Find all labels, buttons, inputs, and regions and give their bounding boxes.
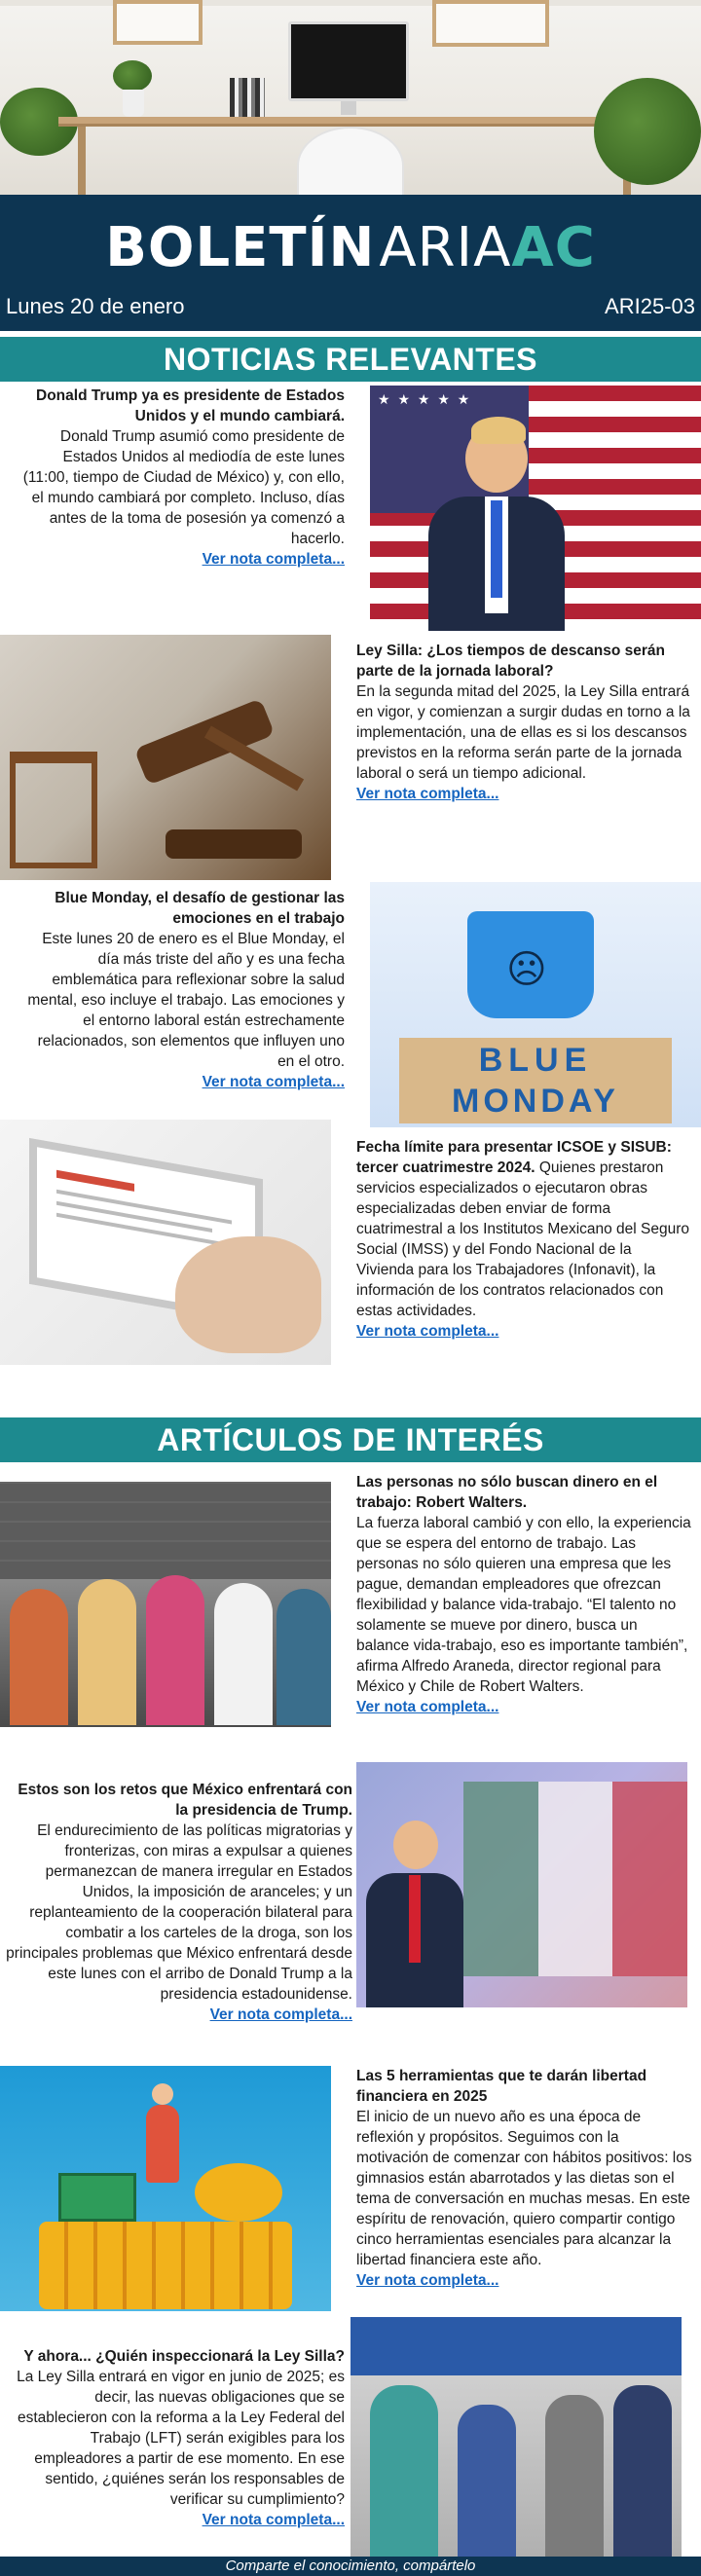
- section-title-articles: ARTÍCULOS DE INTERÉS: [0, 1417, 701, 1462]
- footer-tagline: Comparte el conocimiento, compártelo: [0, 2557, 701, 2576]
- news-item-4-text: [356, 1137, 693, 1342]
- article-image-store: [350, 2317, 682, 2557]
- article-body: La Ley Silla entrará en vigor en junio de 2025; es decir, las nuevas obligaciones que se establecieron con la reforma a la Ley Federal del Trabajo (LFT) serán exigibles para los empleadores a partir de ese momento. En ese sentido, ¿quiénes serán los responsables de verificar su cumplimiento?: [17, 2369, 345, 2508]
- pot: [123, 90, 144, 117]
- article-image-trump-mexico: [356, 1762, 687, 2007]
- article-body: La fuerza laboral cambió y con ello, la experiencia que se espera del entorno de trabajo. Las personas no sólo quieren una empresa que les pague, demandan empleadores que ofrezcan flexibilidad y balance vida-trabajo. “El talento no solamente se mueve por dinero, busca un balance vida-trabajo, eso es importante también”, afirma Alfredo Araneda, director regional para México y Chile de Robert Walters.: [356, 1515, 691, 1695]
- desk-leg: [78, 127, 86, 195]
- article-image-finance: [0, 2066, 331, 2311]
- news-image-laptop: [0, 1120, 331, 1365]
- header-banner: [0, 195, 701, 331]
- wall-line: [0, 0, 701, 6]
- news-body: Este lunes 20 de enero es el Blue Monday, el día más triste del año y es una fecha emblemática para reflexionar sobre la salud mental, eso incluye el trabajo. Las emociones y el entorno laboral están estrechamente relacionados, son elementos que influyen uno en el otro.: [27, 931, 345, 1070]
- news-headline: Fecha límite para presentar ICSOE y SISUB: tercer cuatrimestre 2024.: [356, 1139, 672, 1176]
- article-item-3-text: [356, 2066, 693, 2291]
- issue-number: ARI25-03: [605, 294, 695, 318]
- news-link[interactable]: Ver nota completa...: [202, 1074, 345, 1090]
- news-link[interactable]: Ver nota completa...: [202, 551, 345, 568]
- news-image-blue-monday: [370, 882, 701, 1127]
- article-headline: Las personas no sólo buscan dinero en el trabajo: Robert Walters.: [356, 1474, 658, 1511]
- section-title-news: NOTICIAS RELEVANTES: [0, 337, 701, 382]
- news-headline: Ley Silla: ¿Los tiempos de descanso serán parte de la jornada laboral?: [356, 643, 665, 680]
- news-image-trump: [370, 386, 701, 631]
- news-link[interactable]: Ver nota completa...: [356, 786, 499, 802]
- article-link[interactable]: Ver nota completa...: [209, 2006, 352, 2023]
- small-plant: [113, 60, 152, 92]
- article-headline: Estos son los retos que México enfrentará con la presidencia de Trump.: [18, 1782, 352, 1819]
- issue-date: Lunes 20 de enero: [6, 294, 185, 318]
- hand: [175, 1236, 321, 1353]
- article-image-people: [0, 1482, 331, 1727]
- books: [230, 78, 265, 117]
- news-body: Quienes prestaron servicios especializados o ejecutaron obras especializadas deben enviar de forma cuatrimestral a los Institutos Mexicano del Seguro Social (IMSS) y del Fondo Nacional de la Vivienda para los Trabajadores (Infonavit), la información de los contratos relacionados con estas actividades.: [356, 1159, 690, 1319]
- brand-boletin: BOLETÍN: [105, 216, 376, 279]
- brand-ac: AC: [511, 216, 596, 279]
- blue-monday-blocks: BLUE MONDAY: [399, 1038, 672, 1123]
- article-item-1-text: [356, 1472, 693, 1717]
- article-body: El inicio de un nuevo año es una época de reflexión y propósitos. Seguimos con la motivación de comenzar con hábitos positivos: los gimnasios están abarrotados y las dietas son el tema de conversación en muchas mesas. En este espíritu de renovación, quiero compartir contigo cinco herramientas esenciales para alcanzar la libertad financiera este año.: [356, 2109, 692, 2268]
- news-image-gavel: [0, 635, 331, 880]
- hero-image: [0, 0, 701, 195]
- desk: [58, 117, 652, 127]
- computer-monitor: [288, 21, 409, 101]
- person-figure: [428, 424, 565, 631]
- brand-logo: [0, 216, 701, 279]
- news-headline: Donald Trump ya es presidente de Estados Unidos y el mundo cambiará.: [36, 387, 345, 424]
- monitor-stand: [341, 101, 356, 115]
- article-headline: Y ahora... ¿Quién inspeccionará la Ley Silla?: [23, 2348, 345, 2365]
- wall-frame: [113, 0, 203, 45]
- article-link[interactable]: Ver nota completa...: [202, 2512, 345, 2528]
- news-body: En la segunda mitad del 2025, la Ley Silla entrará en vigor, y comienzan a surgir dudas en torno a la implementación, una de ellas es si los descansos previstos en la reforma serán parte de la jornada laboral o será un tiempo adicional.: [356, 683, 690, 782]
- mexico-flag: [463, 1782, 687, 1976]
- person-figure: [146, 2105, 179, 2183]
- person-figure: [366, 1821, 463, 2006]
- article-item-4-text: [6, 2346, 345, 2530]
- date-row: [0, 290, 701, 323]
- article-item-2-text: [6, 1780, 352, 2025]
- news-headline: Blue Monday, el desafío de gestionar las emociones en el trabajo: [55, 890, 345, 927]
- article-link[interactable]: Ver nota completa...: [356, 2272, 499, 2289]
- chair: [297, 127, 404, 195]
- plant-right: [594, 78, 701, 185]
- wall-frame: [432, 0, 549, 47]
- news-body: Donald Trump asumió como presidente de Estados Unidos al mediodía de este lunes (11:00, tiempo de Ciudad de México) y, con ello, el mundo cambiará por completo. Incluso, días antes de la toma de posesión ya comenzó a hacerlo.: [22, 428, 345, 547]
- article-link[interactable]: Ver nota completa...: [356, 1699, 499, 1715]
- news-item-2-text: [356, 641, 693, 804]
- article-headline: Las 5 herramientas que te darán libertad financiera en 2025: [356, 2068, 647, 2105]
- brand-aria: ARIA: [379, 216, 512, 279]
- news-link[interactable]: Ver nota completa...: [356, 1323, 499, 1340]
- news-item-1-text: [19, 386, 345, 570]
- news-item-3-text: [19, 888, 345, 1092]
- sad-mug: ☹: [467, 911, 594, 1018]
- article-body: El endurecimiento de las políticas migratorias y fronterizas, con miras a expulsar a quienes permanezcan de manera irregular en Estados Unidos, la imposición de aranceles; y un replanteamiento de la cooperación bilateral para combatir a los carteles de la droga, son los principales problemas que México enfrentará desde este lunes con el arribo de Donald Trump a la presidencia estadounidense.: [6, 1822, 352, 2003]
